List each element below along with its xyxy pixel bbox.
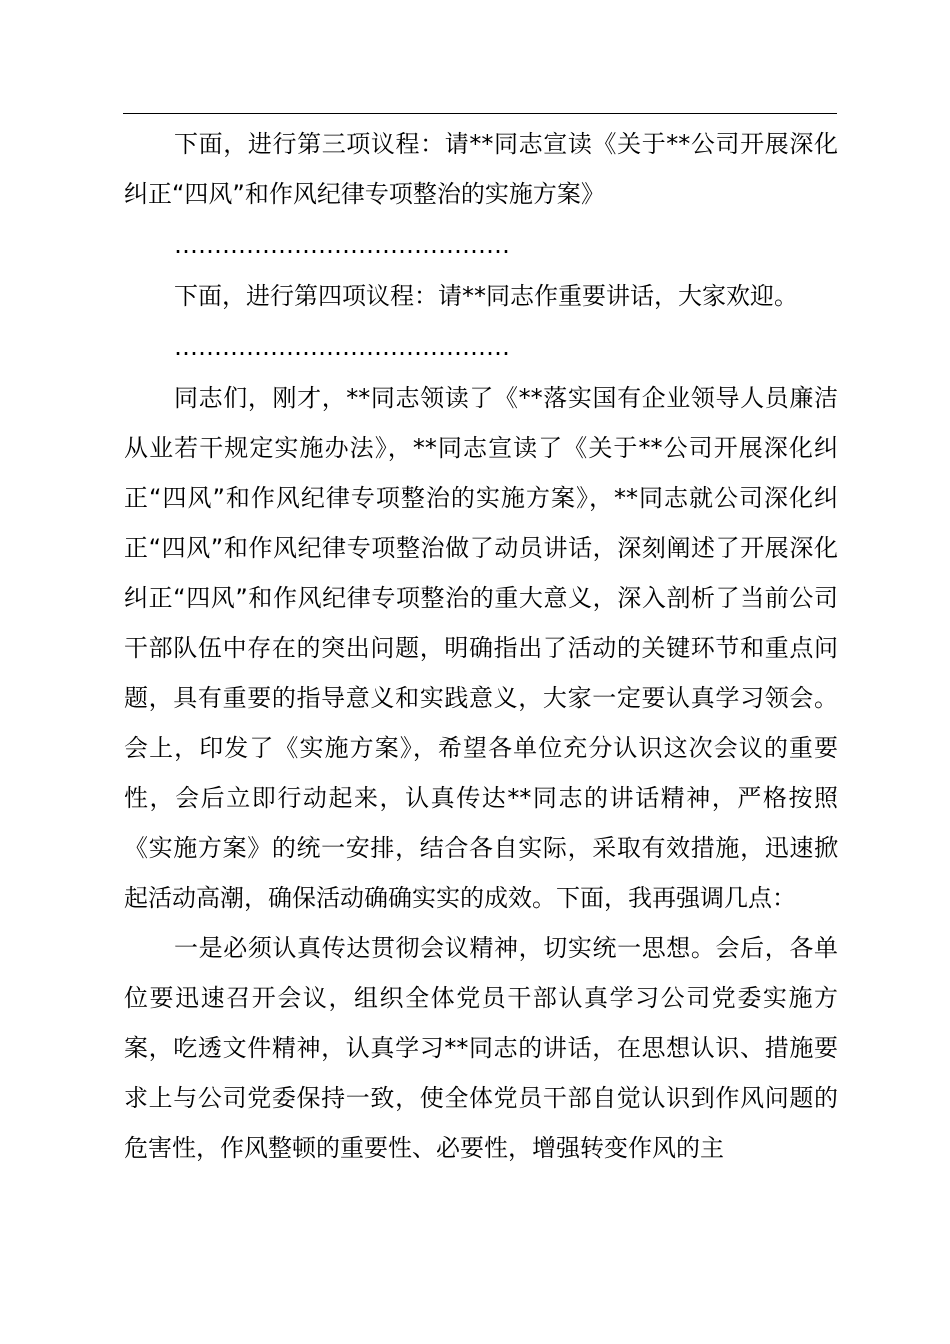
- ellipsis-separator: ……………………………………: [174, 333, 510, 361]
- paragraph-point-one: 一是必须认真传达贯彻会议精神，切实统一思想。会后，各单位要迅速召开会议，组织全体党员干部认真学习公司党委实施方案，吃透文件精神，认真学习**同志的讲话，在思想认识、措施要求上与公司党委保持一致，使全体党员干部自觉认识到作风问题的危害性，作风整顿的重要性、必要性，增强转变作风的主: [124, 934, 838, 1162]
- paragraph-agenda-item-4: 下面，进行第四项议程：请**同志作重要讲话，大家欢迎。: [174, 282, 798, 310]
- paragraph-agenda-item-3: 下面，进行第三项议程：请**同志宣读《关于**公司开展深化纠正“四风”和作风纪律专项整治的实施方案》: [124, 130, 838, 208]
- ellipsis-separator: ……………………………………: [174, 231, 510, 259]
- paragraph-summary: 同志们，刚才，**同志领读了《**落实国有企业领导人员廉洁从业若干规定实施办法》，**同志宣读了《关于**公司开展深化纠正“四风”和作风纪律专项整治的实施方案》，**同志就公司深化纠正“四风”和作风纪律专项整治做了动员讲话，深刻阐述了开展深化纠正“四风”和作风纪律专项整治的重大意义，深入剖析了当前公司干部队伍中存在的突出问题，明确指出了活动的关键环节和重点问题，具有重要的指导意义和实践意义，大家一定要认真学习领会。会上，印发了《实施方案》，希望各单位充分认识这次会议的重要性，会后立即行动起来，认真传达**同志的讲话精神，严格按照《实施方案》的统一安排，结合各自实际，采取有效措施，迅速掀起活动高潮，确保活动确确实实的成效。下面，我再强调几点：: [124, 384, 838, 912]
- document-body: [124, 119, 838, 1173]
- header-rule: [123, 113, 837, 114]
